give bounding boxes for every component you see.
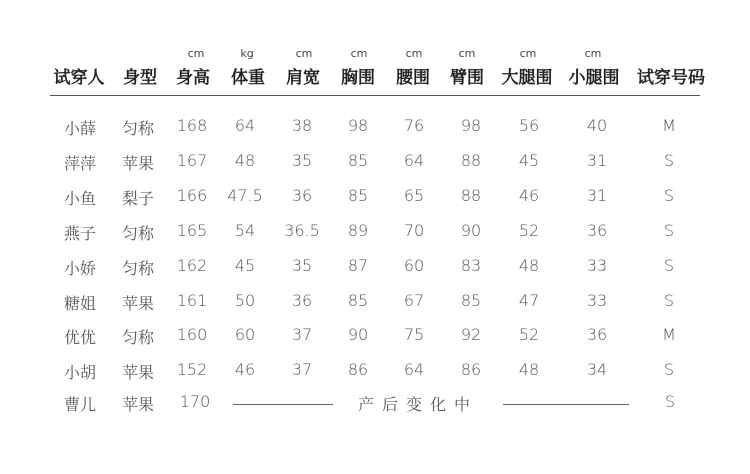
- cell-thigh: 48: [518, 360, 540, 380]
- cell-waist: 64: [403, 360, 425, 380]
- table-row: [0, 360, 750, 384]
- header-height: 身高: [176, 68, 210, 88]
- cell-height: 170: [179, 392, 211, 411]
- cell-height: 162: [176, 255, 208, 275]
- cell-calf: 31: [586, 185, 608, 205]
- cell-arm: 88: [460, 185, 482, 205]
- table-row: [0, 151, 750, 175]
- pending-line-left: [233, 404, 333, 405]
- cell-chest: 87: [347, 255, 369, 275]
- cell-chest: 85: [347, 150, 369, 170]
- cell-arm: 83: [460, 255, 482, 275]
- header-calf: 小腿围: [568, 68, 620, 88]
- cell-shoulder: 37: [291, 360, 313, 380]
- cell-name: 小胡: [63, 363, 97, 383]
- table-row: [0, 221, 750, 245]
- cell-thigh: 52: [518, 220, 540, 240]
- cell-chest: 85: [347, 185, 369, 205]
- cell-name: 小娇: [63, 258, 97, 278]
- cell-calf: 36: [586, 325, 608, 345]
- cell-waist: 76: [403, 116, 425, 135]
- cell-shoulder: 38: [291, 116, 313, 135]
- cell-height: 165: [176, 220, 208, 240]
- cell-name: 小薛: [63, 119, 97, 138]
- cell-arm: 86: [460, 360, 482, 380]
- table-row: [0, 325, 750, 349]
- pending-note: 产后变化中: [357, 395, 479, 414]
- cell-shoulder: 37: [291, 325, 313, 345]
- cell-size: S: [663, 290, 675, 310]
- header-weight: 体重: [231, 68, 265, 88]
- cell-waist: 70: [403, 220, 425, 240]
- cell-chest: 85: [347, 290, 369, 310]
- cell-height: 161: [176, 290, 208, 310]
- unit-thigh: cm: [519, 47, 537, 60]
- cell-shoulder: 36: [291, 290, 313, 310]
- cell-shoulder: 36.5: [284, 220, 320, 240]
- cell-weight: 54: [234, 220, 256, 240]
- cell-thigh: 47: [518, 290, 540, 310]
- cell-chest: 86: [347, 360, 369, 380]
- cell-body-type: 苹果: [121, 153, 155, 173]
- unit-calf: cm: [584, 47, 602, 60]
- cell-calf: 40: [586, 116, 608, 135]
- cell-height: 152: [176, 360, 208, 380]
- cell-chest: 90: [347, 325, 369, 345]
- cell-weight: 45: [234, 255, 256, 275]
- cell-size: M: [662, 116, 676, 135]
- cell-waist: 75: [403, 325, 425, 345]
- header-divider: [50, 95, 700, 96]
- cell-chest: 98: [347, 116, 369, 135]
- cell-thigh: 56: [518, 116, 540, 135]
- cell-name: 曹儿: [63, 395, 97, 414]
- cell-shoulder: 36: [291, 185, 313, 205]
- cell-calf: 33: [586, 255, 608, 275]
- cell-shoulder: 35: [291, 150, 313, 170]
- cell-calf: 33: [586, 290, 608, 310]
- header-chest: 胸围: [341, 68, 375, 88]
- pending-line-right: [503, 404, 629, 405]
- cell-arm: 85: [460, 290, 482, 310]
- table-row: [0, 256, 750, 280]
- cell-name: 优优: [63, 328, 97, 348]
- cell-body-type: 匀称: [121, 258, 155, 278]
- cell-body-type: 苹果: [121, 293, 155, 313]
- header-tester: 试穿人: [53, 68, 105, 88]
- cell-calf: 31: [586, 150, 608, 170]
- cell-calf: 36: [586, 220, 608, 240]
- cell-size: S: [663, 220, 675, 240]
- cell-size: S: [663, 185, 675, 205]
- cell-body-type: 梨子: [121, 188, 155, 208]
- cell-name: 萍萍: [63, 153, 97, 173]
- cell-name: 糖姐: [63, 293, 97, 313]
- table-row-pending: [0, 392, 750, 416]
- cell-body-type: 匀称: [121, 328, 155, 348]
- cell-size: S: [663, 255, 675, 275]
- header-arm: 臂围: [450, 68, 484, 88]
- cell-size: M: [662, 325, 676, 345]
- cell-waist: 60: [403, 255, 425, 275]
- cell-thigh: 52: [518, 325, 540, 345]
- cell-chest: 89: [347, 220, 369, 240]
- cell-weight: 46: [234, 360, 256, 380]
- cell-weight: 64: [234, 116, 256, 135]
- cell-body-type: 苹果: [121, 395, 155, 414]
- cell-height: 167: [176, 150, 208, 170]
- cell-body-type: 匀称: [121, 119, 155, 138]
- cell-arm: 90: [460, 220, 482, 240]
- cell-size: S: [663, 360, 675, 380]
- cell-weight: 48: [234, 150, 256, 170]
- unit-shoulder: cm: [295, 47, 313, 60]
- cell-body-type: 匀称: [121, 223, 155, 243]
- header-body-type: 身型: [123, 68, 157, 88]
- unit-height: cm: [187, 47, 205, 60]
- cell-size: S: [664, 392, 676, 411]
- cell-waist: 67: [403, 290, 425, 310]
- table-row: [0, 116, 750, 140]
- unit-chest: cm: [350, 47, 368, 60]
- header-shoulder: 肩宽: [286, 68, 320, 88]
- cell-arm: 98: [460, 116, 482, 135]
- table-row: [0, 186, 750, 210]
- header-waist: 腰围: [396, 68, 430, 88]
- cell-shoulder: 35: [291, 255, 313, 275]
- unit-arm: cm: [458, 47, 476, 60]
- cell-waist: 64: [403, 150, 425, 170]
- cell-height: 160: [176, 325, 208, 345]
- cell-height: 166: [176, 185, 208, 205]
- cell-calf: 34: [586, 360, 608, 380]
- cell-arm: 88: [460, 150, 482, 170]
- table-row: [0, 291, 750, 315]
- cell-weight: 60: [234, 325, 256, 345]
- cell-weight: 50: [234, 290, 256, 310]
- cell-thigh: 48: [518, 255, 540, 275]
- cell-name: 燕子: [63, 223, 97, 243]
- cell-thigh: 46: [518, 185, 540, 205]
- cell-waist: 65: [403, 185, 425, 205]
- cell-size: S: [663, 150, 675, 170]
- cell-height: 168: [176, 116, 208, 135]
- cell-body-type: 苹果: [121, 363, 155, 383]
- cell-weight: 47.5: [227, 185, 263, 205]
- cell-arm: 92: [460, 325, 482, 345]
- cell-thigh: 45: [518, 150, 540, 170]
- unit-weight: kg: [240, 47, 254, 60]
- unit-waist: cm: [405, 47, 423, 60]
- header-size: 试穿号码: [637, 68, 705, 88]
- cell-name: 小鱼: [63, 188, 97, 208]
- header-thigh: 大腿围: [501, 68, 553, 88]
